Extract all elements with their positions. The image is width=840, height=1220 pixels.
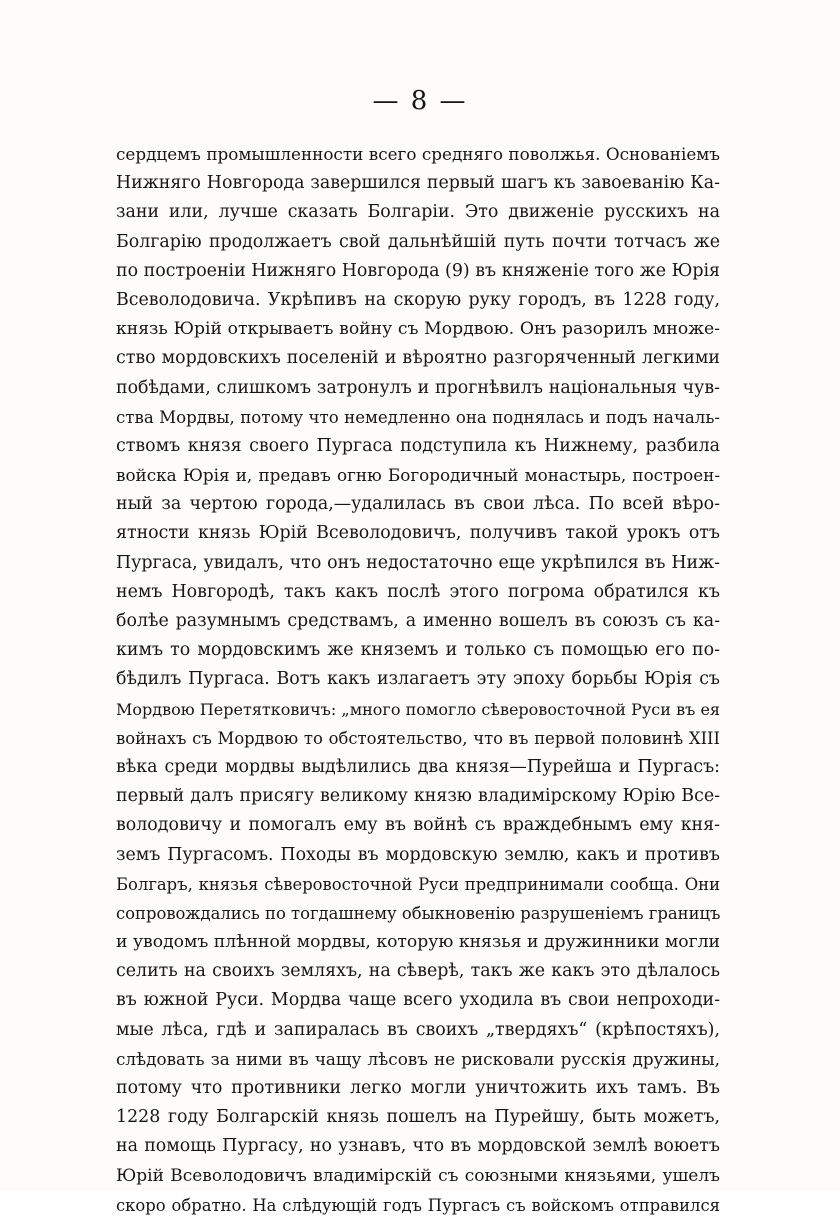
text-line: ный за чертою города,—удалилась въ свои лѣса. По всей вѣро- bbox=[116, 494, 720, 515]
text-line: войнахъ съ Мордвою то обстоятельство, что въ первой половинѣ XIII bbox=[116, 728, 720, 748]
text-line: сопровождались по тогдашнему обыкновенію разрушеніемъ границъ bbox=[116, 903, 721, 923]
text-line: въ южной Руси. Мордва чаще всего уходила въ свои непроходи- bbox=[116, 990, 720, 1011]
text-line: потому что противники легко могли уничтожить ихъ тамъ. Въ bbox=[116, 1078, 720, 1098]
text-line: Мордвою Перетятковичъ: „много помогло сѣверовосточной Руси въ ея bbox=[116, 699, 720, 719]
text-line: селить на своихъ земляхъ, на сѣверѣ, такъ же какъ это дѣлалось bbox=[116, 961, 720, 982]
page-number: — 8 — bbox=[372, 86, 468, 116]
text-line: сердцемъ промышленности всего средняго поволжья. Основаніемъ bbox=[116, 144, 720, 164]
text-line: Нижняго Новгорода завершился первый шагъ къ завоеванію Ка- bbox=[116, 173, 720, 194]
text-line: Болгаръ, князья сѣверовосточной Руси предпринимали сообща. Они bbox=[116, 874, 720, 894]
text-line: 1228 году Болгарскій князь пошелъ на Пурейшу, быть можетъ, bbox=[116, 1107, 720, 1128]
text-line: слѣдовать за ними въ чащу лѣсовъ не рисковали русскія дружины, bbox=[116, 1048, 720, 1069]
text-line: войска Юрія и, предавъ огню Богородичный монастырь, построен- bbox=[116, 465, 720, 486]
text-line: скоро обратно. На слѣдующій годъ Пургасъ съ войскомъ отправился bbox=[116, 1195, 720, 1215]
text-line: Пургаса, увидалъ, что онъ недостаточно еще укрѣпился въ Ниж- bbox=[116, 552, 720, 573]
text-line: мые лѣса, гдѣ и запиралась въ своихъ „твердяхъ“ (крѣпостяхъ), bbox=[116, 1019, 720, 1040]
text-line: Болгарію продолжаетъ свой дальнѣйшій путь почти тотчасъ же bbox=[116, 231, 720, 252]
text-line: Всеволодовича. Укрѣпивъ на скорую руку городъ, въ 1228 году, bbox=[116, 289, 720, 310]
text-line: ствомъ князя своего Пургаса подступила къ Нижнему, разбила bbox=[116, 435, 720, 456]
text-line: по построеніи Нижняго Новгорода (9) въ княженіе того же Юрія bbox=[116, 260, 720, 281]
text-line: ства Мордвы, потому что немедленно она поднялась и подъ началь- bbox=[116, 407, 720, 427]
text-line: князь Юрій открываетъ войну съ Мордвою. Онъ разорилъ множе- bbox=[116, 319, 720, 340]
text-line: и уводомъ плѣнной мордвы, которую князья и дружинники могли bbox=[116, 932, 720, 953]
body-text bbox=[116, 140, 720, 1220]
text-line: володовичу и помогалъ ему въ войнѣ съ враждебнымъ ему кня- bbox=[116, 815, 720, 836]
text-line: зани или, лучше сказать Болгаріи. Это движеніе русскихъ на bbox=[116, 202, 720, 223]
text-line: болѣе разумнымъ средствамъ, а именно вошелъ въ союзъ съ ка- bbox=[116, 611, 720, 631]
text-line: побѣдами, слишкомъ затронулъ и прогнѣвилъ національныя чув- bbox=[116, 377, 720, 398]
text-line: на помощь Пургасу, но узнавъ, что въ мордовской землѣ воюетъ bbox=[116, 1136, 720, 1157]
text-line: земъ Пургасомъ. Походы въ мордовскую землю, какъ и противъ bbox=[116, 844, 720, 865]
text-line: ятности князь Юрій Всеволодовичъ, получивъ такой урокъ отъ bbox=[116, 523, 720, 544]
text-line: ство мордовскихъ поселеній и вѣроятно разгоряченный легкими bbox=[116, 348, 720, 369]
text-line: кимъ то мордовскимъ же княземъ и только съ помощью его по- bbox=[116, 640, 720, 661]
text-line: вѣка среди мордвы выдѣлились два князя—Пурейша и Пургасъ: bbox=[116, 756, 720, 777]
text-line: Юрій Всеволодовичъ владимірскій съ союзными князьями, ушелъ bbox=[116, 1165, 720, 1186]
text-line: бѣдилъ Пургаса. Вотъ какъ излагаетъ эту эпоху борьбы Юрія съ bbox=[116, 669, 720, 690]
text-line: немъ Новгородѣ, такъ какъ послѣ этого погрома обратился къ bbox=[116, 581, 720, 602]
text-line: первый далъ присягу великому князю владимірскому Юрію Все- bbox=[116, 786, 720, 807]
